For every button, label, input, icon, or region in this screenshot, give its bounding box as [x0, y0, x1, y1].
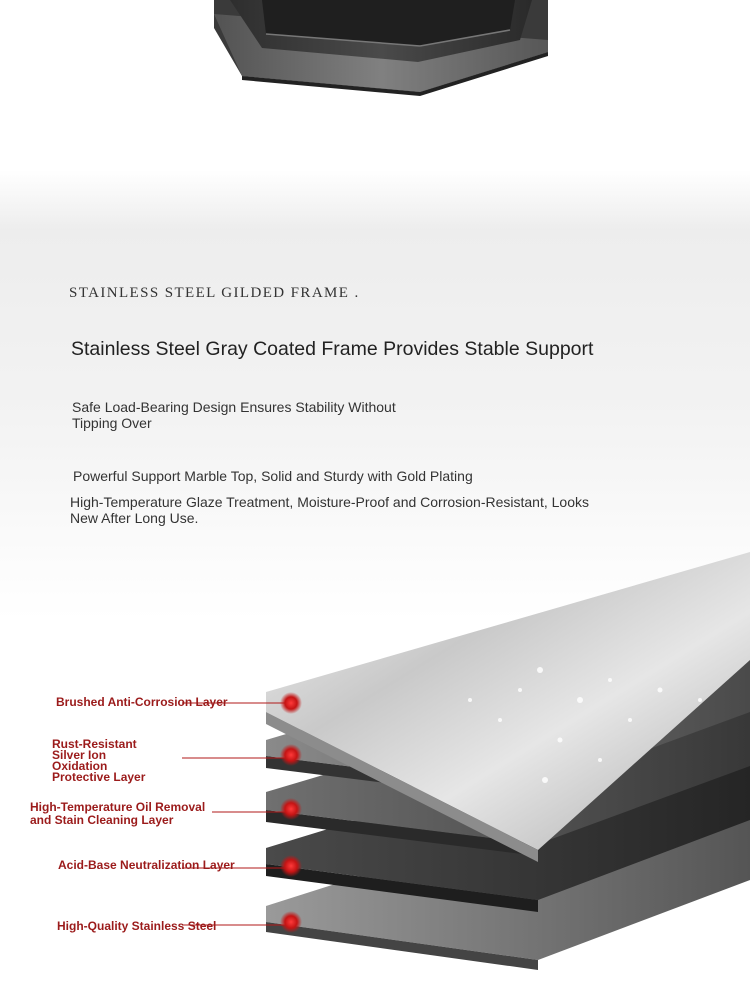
feature-line: New After Long Use. [70, 509, 199, 526]
layer-label-line: and Stain Cleaning Layer [30, 813, 174, 827]
feature-glaze-treatment [70, 495, 610, 526]
layer-label-line: Acid-Base Neutralization Layer [58, 858, 235, 872]
feature-marble-top: Powerful Support Marble Top, Solid and Sturdy with Gold Plating [73, 468, 473, 484]
layer-label-brushed [56, 697, 228, 708]
layer-label-line: Rust-Resistant [52, 737, 137, 751]
layer-label-line: High-Temperature Oil Removal [30, 800, 206, 814]
feature-line: Safe Load-Bearing Design Ensures Stability Without [72, 399, 396, 415]
layer-marker [280, 692, 302, 714]
layer-marker [280, 798, 302, 820]
stand-base-image [0, 0, 750, 120]
feature-line: Tipping Over [72, 415, 152, 431]
section-title: Stainless Steel Gray Coated Frame Provides Stable Support [71, 338, 594, 360]
section-heading: STAINLESS STEEL GILDED FRAME . [69, 285, 360, 301]
layer-marker [280, 855, 302, 877]
layer-label-acid-base [58, 860, 235, 871]
layer-label-line: High-Quality Stainless Steel [57, 919, 217, 933]
layer-label-oil-removal [30, 801, 205, 827]
layer-label-line: Protective Layer [52, 770, 146, 784]
layer-label-line: Silver Ion [52, 748, 107, 762]
feature-line: High-Temperature Glaze Treatment, Moisture-Proof and Corrosion-Resistant, Looks [70, 494, 589, 510]
layer-marker [280, 744, 302, 766]
layer-label-stainless-steel [57, 921, 216, 932]
layer-label-line: Brushed Anti-Corrosion Layer [56, 695, 228, 709]
layer-label-silver-ion [52, 739, 145, 783]
layer-label-line: Oxidation [52, 759, 108, 773]
feature-load-bearing [72, 399, 452, 431]
layer-marker [280, 911, 302, 933]
